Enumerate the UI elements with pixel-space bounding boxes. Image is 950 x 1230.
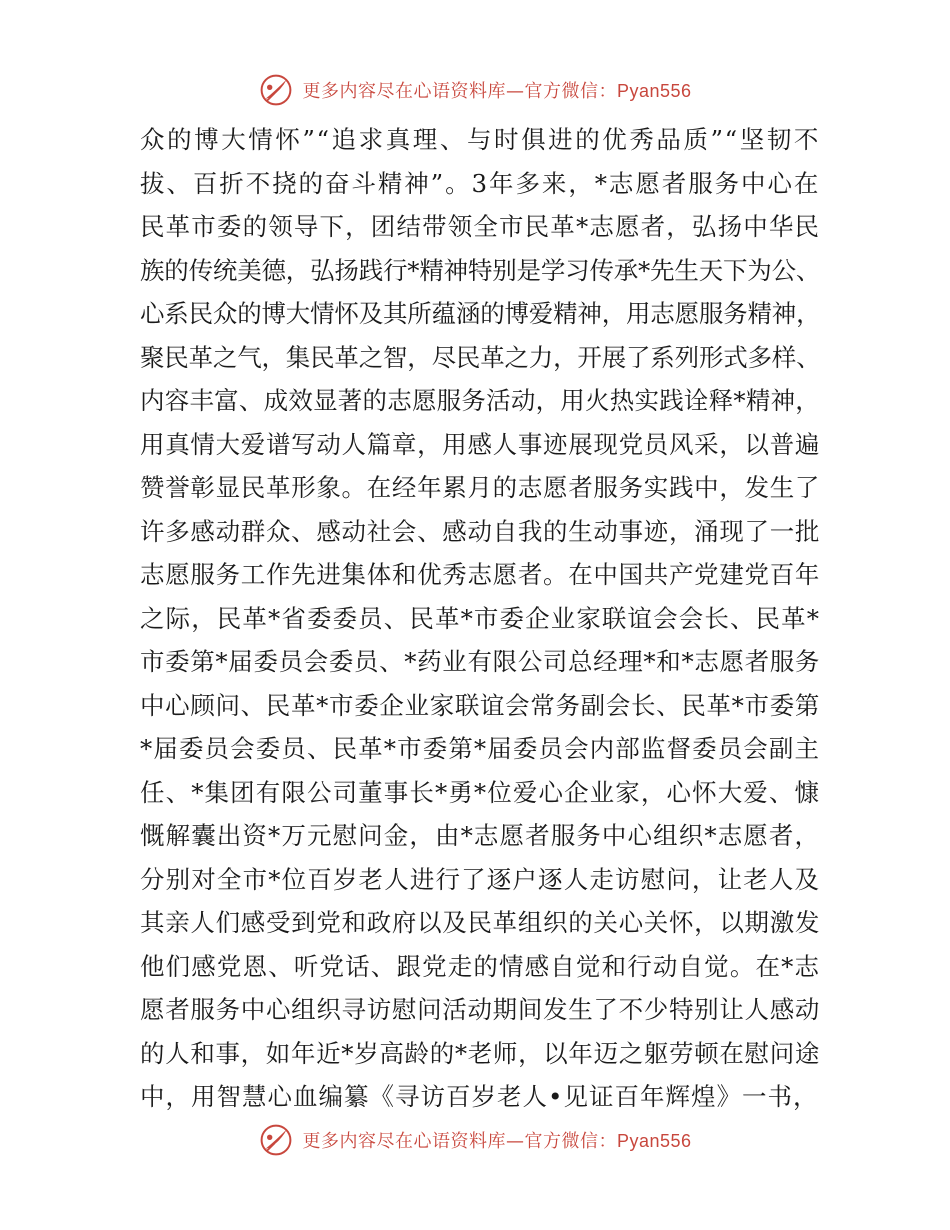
text-line: 的人和事，如年近*岁高龄的*老师，以年迈之躯劳顿在慰问途 — [140, 1038, 820, 1068]
text-line: 用真情大爱谱写动人篇章，用感人事迹展现党员风采，以普遍 — [140, 429, 820, 459]
text-line: 志愿服务工作先进集体和优秀志愿者。在中国共产党建党百年 — [140, 560, 820, 589]
banner-text — [302, 77, 691, 103]
banner-contact-id: Pyan556 — [616, 1131, 692, 1151]
text-line: 他们感党恩、听党话、跟党走的情感自觉和行动自觉。在*志 — [140, 951, 820, 981]
banner-dash: — — [505, 1131, 525, 1152]
document-body — [140, 118, 820, 1119]
text-line: 任、*集团有限公司董事长*勇*位爱心企业家，心怀大爱、慷 — [140, 777, 820, 807]
text-line: 其亲人们感受到党和政府以及民革组织的关心关怀，以期激发 — [140, 908, 820, 937]
header-banner — [0, 70, 950, 110]
quill-pen-logo-icon — [258, 1122, 294, 1158]
footer-banner — [0, 1120, 950, 1160]
banner-dash: — — [505, 81, 525, 102]
text-line: 民革市委的领导下，团结带领全市民革*志愿者，弘扬中华民 — [140, 212, 820, 241]
banner-contact-label: 官方微信： — [524, 1131, 617, 1152]
text-line: 中，用智慧心血编纂《寻访百岁老人•见证百年辉煌》一书， — [140, 1082, 819, 1111]
text-line: 许多感动群众、感动社会、感动自我的生动事迹，涌现了一批 — [140, 516, 820, 546]
text-line: 族的传统美德，弘扬践行*精神特别是学习传承*先生天下为公、 — [140, 255, 821, 285]
banner-contact-id: Pyan556 — [616, 81, 692, 101]
text-line: 众的博大情怀”“追求真理、与时俱进的优秀品质”“坚韧不 — [140, 125, 820, 154]
banner-title: 更多内容尽在心语资料库 — [302, 1131, 506, 1152]
text-line: 心系民众的博大情怀及其所蕴涵的博爱精神，用志愿服务精神， — [140, 299, 821, 328]
text-line: 慨解囊出资*万元慰问金，由*志愿者服务中心组织*志愿者， — [140, 821, 820, 850]
text-line: 分别对全市*位百岁老人进行了逐户逐人走访慰问，让老人及 — [140, 864, 820, 894]
text-line: 市委第*届委员会委员、*药业有限公司总经理*和*志愿者服务 — [140, 647, 820, 676]
text-line: 聚民革之气，集民革之智，尽民革之力，开展了系列形式多样、 — [140, 342, 821, 372]
quill-pen-logo-icon — [258, 72, 294, 108]
text-line: 拔、百折不挠的奋斗精神”。3年多来，*志愿者服务中心在 — [140, 168, 820, 198]
text-line: *届委员会委员、民革*市委第*届委员会内部监督委员会副主 — [140, 734, 820, 763]
text-line: 之际，民革*省委委员、民革*市委企业家联谊会会长、民革* — [140, 603, 820, 633]
banner-text — [302, 1127, 691, 1153]
text-line: 赞誉彰显民革形象。在经年累月的志愿者服务实践中，发生了 — [140, 473, 820, 502]
text-line: 内容丰富、成效显著的志愿服务活动，用火热实践诠释*精神， — [140, 386, 820, 415]
banner-contact-label: 官方微信： — [524, 81, 617, 102]
text-line: 中心顾问、民革*市委企业家联谊会常务副会长、民革*市委第 — [140, 690, 820, 720]
text-line: 愿者服务中心组织寻访慰问活动期间发生了不少特别让人感动 — [140, 995, 820, 1024]
banner-title: 更多内容尽在心语资料库 — [302, 81, 506, 102]
